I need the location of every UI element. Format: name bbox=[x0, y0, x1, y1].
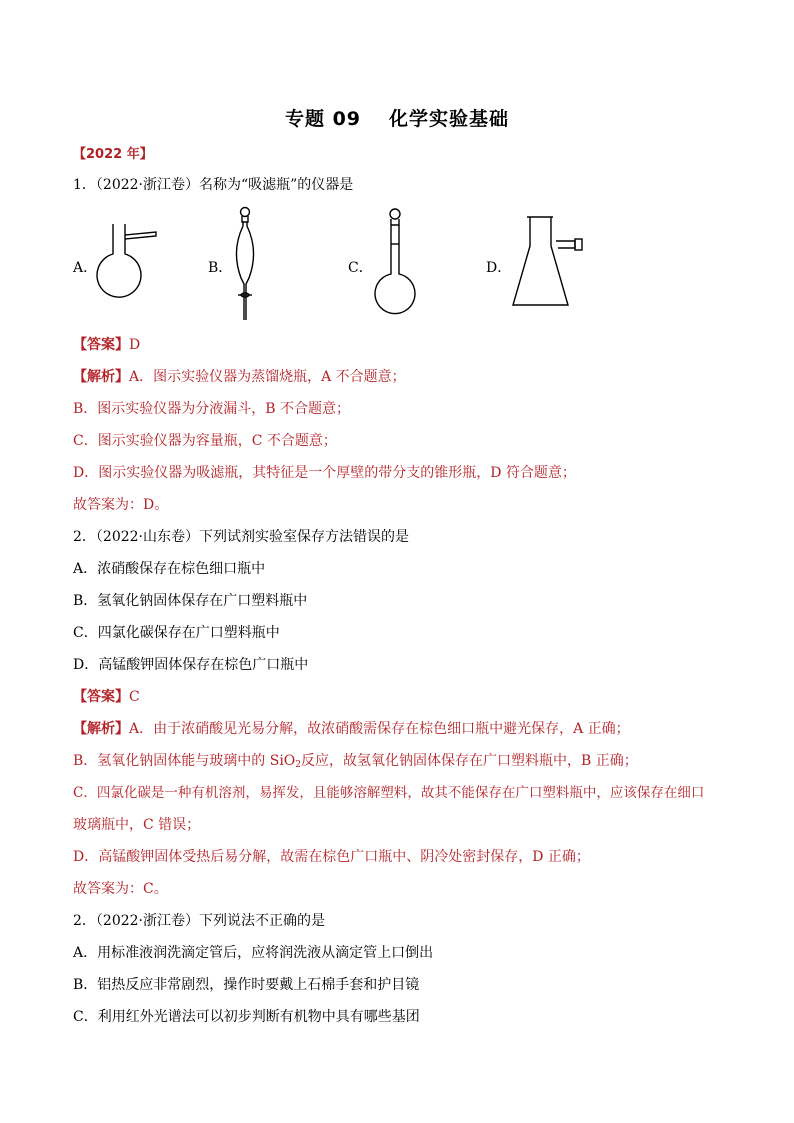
q1-option-b-label: B． bbox=[208, 260, 233, 276]
q1-analysis-tag: 【解析】 bbox=[73, 369, 129, 385]
q2-analysis-tag: 【解析】 bbox=[73, 721, 129, 737]
q1-answer-tag: 【答案】 bbox=[73, 337, 129, 353]
title-name: 化学实验基础 bbox=[389, 108, 510, 130]
q1-analysis-a bbox=[73, 368, 406, 386]
q2-option-a: A．浓硝酸保存在棕色细口瓶中 bbox=[73, 561, 266, 577]
q1-conclusion: 故答案为：D。 bbox=[73, 497, 169, 513]
q3-option-a: A．用标准液润洗滴定管后，应将润洗液从滴定管上口倒出 bbox=[73, 945, 434, 961]
section-year: 【2022 年】 bbox=[73, 147, 153, 162]
q2-analysis-c2: 玻璃瓶中，C 错误； bbox=[73, 817, 201, 833]
q2-option-d: D．高锰酸钾固体保存在棕色广口瓶中 bbox=[73, 657, 309, 673]
q2-conclusion: 故答案为：C。 bbox=[73, 881, 168, 897]
distilling-flask-icon bbox=[96, 222, 162, 308]
q3-option-c: C．利用红外光谱法可以初步判断有机物中具有哪些基团 bbox=[73, 1009, 420, 1025]
q2-answer bbox=[73, 688, 140, 706]
volumetric-flask-icon bbox=[370, 208, 420, 320]
q3-stem: 2．（2022·浙江卷）下列说法不正确的是 bbox=[73, 913, 325, 929]
q2-analysis-a-text: A．由于浓硝酸见光易分解，故浓硝酸需保存在棕色细口瓶中避光保存，A 正确； bbox=[129, 721, 630, 737]
q2-option-c: C．四氯化碳保存在广口塑料瓶中 bbox=[73, 625, 280, 641]
q2-analysis-b-sub: 2 bbox=[295, 760, 302, 770]
q1-analysis-d: D．图示实验仪器为吸滤瓶，其特征是一个厚壁的带分支的锥形瓶，D 符合题意； bbox=[73, 465, 576, 481]
q1-option-d-label: D． bbox=[486, 260, 512, 276]
q2-analysis-b bbox=[73, 752, 638, 770]
q1-option-c-label: C． bbox=[348, 260, 373, 276]
q3-option-b: B．铝热反应非常剧烈，操作时要戴上石棉手套和护目镜 bbox=[73, 977, 420, 993]
q1-answer-value: D bbox=[129, 337, 141, 353]
q2-analysis-c1: C．四氯化碳是一种有机溶剂，易挥发，且能够溶解塑料，故其不能保存在广口塑料瓶中，应该保存在细口 bbox=[73, 785, 705, 801]
q2-option-b: B．氢氧化钠固体保存在广口塑料瓶中 bbox=[73, 593, 308, 609]
q1-answer bbox=[73, 336, 140, 354]
title-topic: 专题 09 bbox=[284, 108, 362, 130]
q2-answer-value: C bbox=[129, 689, 140, 705]
q1-analysis-b: B．图示实验仪器为分液漏斗，B 不合题意； bbox=[73, 401, 351, 417]
q2-analysis-d: D．高锰酸钾固体受热后易分解，故需在棕色广口瓶中、阴冷处密封保存，D 正确； bbox=[73, 849, 590, 865]
separatory-funnel-icon bbox=[228, 206, 264, 322]
q2-stem: 2．（2022·山东卷）下列试剂实验室保存方法错误的是 bbox=[73, 529, 409, 545]
suction-flask-icon bbox=[510, 214, 586, 308]
q1-stem: 1．（2022·浙江卷）名称为“吸滤瓶”的仪器是 bbox=[73, 177, 354, 193]
q1-analysis-line: A．图示实验仪器为蒸馏烧瓶，A 不合题意； bbox=[129, 369, 406, 385]
q2-answer-tag: 【答案】 bbox=[73, 689, 129, 705]
q2-analysis-a bbox=[73, 720, 630, 738]
page-title bbox=[0, 104, 794, 131]
q1-analysis-c: C．图示实验仪器为容量瓶，C 不合题意； bbox=[73, 433, 337, 449]
q2-analysis-b-pre: B．氢氧化钠固体能与玻璃中的 SiO bbox=[73, 753, 296, 769]
q1-option-a-label: A． bbox=[73, 260, 98, 276]
q2-analysis-b-post: 反应，故氢氧化钠固体保存在广口塑料瓶中，B 正确； bbox=[301, 753, 638, 769]
